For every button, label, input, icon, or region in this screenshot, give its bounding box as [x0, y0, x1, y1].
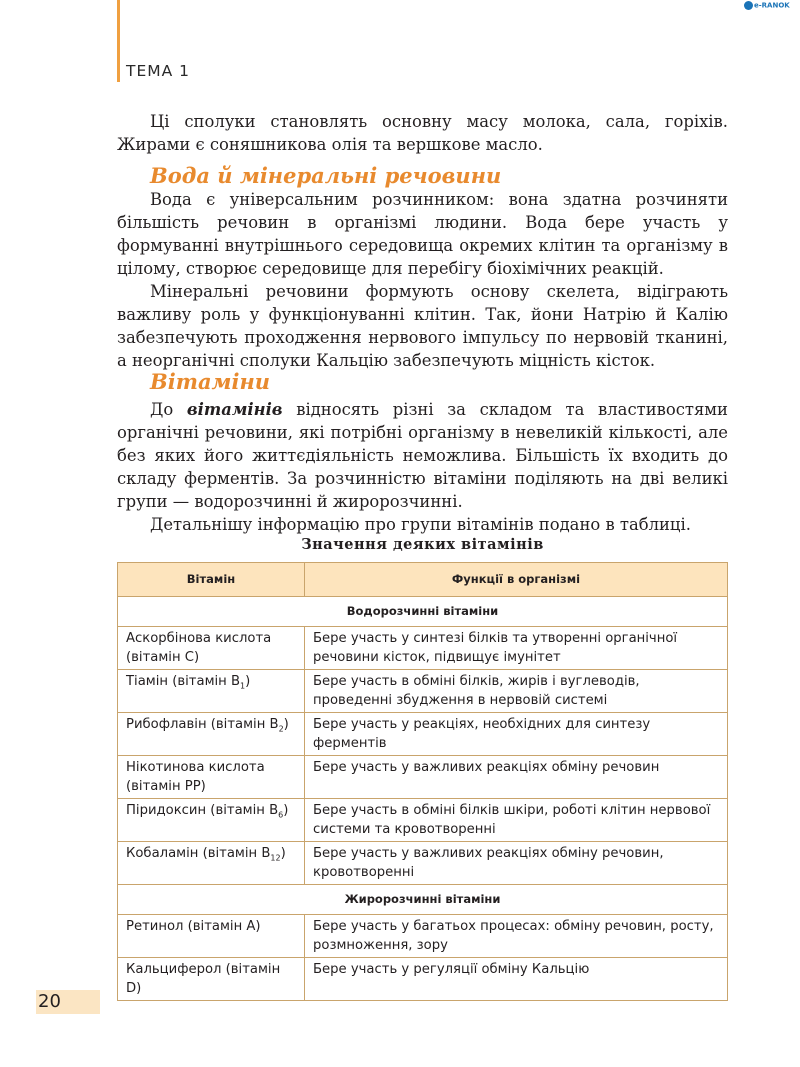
vitamin-name-close: )	[283, 803, 289, 818]
vitamin-name-close: )	[283, 717, 289, 732]
table-row	[118, 627, 728, 670]
vitamin-name: Кальциферол (вітамін D)	[118, 958, 305, 1001]
vitamin-subscript: 6	[278, 810, 284, 820]
accent-bar	[117, 0, 120, 82]
vitamin-function: Бере участь в обміні білків, жирів і вуглеводів, проведенні збудження в нервовій системі	[305, 670, 728, 713]
vitamin-name: Нікотинова кислота (вітамін PP)	[118, 756, 305, 799]
vitamin-name	[118, 670, 305, 713]
vitamins-section	[117, 398, 728, 536]
vitamin-function: Бере участь у реакціях, необхідних для синтезу ферментів	[305, 713, 728, 756]
vitamin-name: Ретинол (вітамін А)	[118, 915, 305, 958]
vitamin-function: Бере участь у важливих реакціях обміну речовин	[305, 756, 728, 799]
logo-icon	[744, 1, 753, 10]
vit-pre: До	[150, 400, 174, 419]
vitamin-function: Бере участь у важливих реакціях обміну речовин, кровотворенні	[305, 842, 728, 885]
table-row	[118, 842, 728, 885]
vitamin-name	[118, 842, 305, 885]
col-header-function: Функції в організмі	[305, 563, 728, 597]
water-section	[117, 188, 728, 372]
logo-text: e-RANOK	[754, 1, 790, 10]
group-label: Жиророзчинні вітаміни	[118, 885, 728, 915]
table-row	[118, 915, 728, 958]
col-header-vitamin: Вітамін	[118, 563, 305, 597]
vitamin-function: Бере участь у регуляції обміну Кальцію	[305, 958, 728, 1001]
topic-label: ТЕМА 1	[126, 62, 191, 80]
vitamin-function: Бере участь в обміні білків шкіри, роботі клітин нервової системи та кровотворенні	[305, 799, 728, 842]
vitamin-name-text: Рибофлавін (вітамін B	[126, 717, 279, 732]
vitamin-subscript: 2	[278, 724, 284, 734]
vitamin-name-text: Тіамін (вітамін B	[126, 674, 241, 689]
vit-post: відносять різні за складом та властивостями органічні речовини, які потрібні організму в невеликій кількості, але без яких його життєдіяльність неможлива. Більшість їх входить до складу ферментів. За розчинністю вітаміни поділяють на дві великі групи — водорозчинні й жиророзчинні.	[117, 400, 728, 511]
table-header-row	[118, 563, 728, 597]
vitamin-function: Бере участь у багатьох процесах: обміну речовин, росту, розмноження, зору	[305, 915, 728, 958]
vitamin-name-close: )	[280, 846, 286, 861]
table-title: Значення деяких вітамінів	[301, 536, 544, 553]
heading-water-minerals: Вода й мінеральні речовини	[150, 163, 502, 188]
term-vitamins: вітамінів	[186, 400, 283, 419]
intro-paragraph: Ці сполуки становлять основну масу молока, сала, горіхів. Жирами є соняшникова олія та вершкове масло.	[117, 112, 728, 154]
vitamin-name	[118, 713, 305, 756]
publisher-logo	[744, 1, 790, 10]
group-row-water-soluble	[118, 597, 728, 627]
vitamin-name-text: Піридоксин (вітамін B	[126, 803, 279, 818]
vitamins-table	[117, 562, 728, 1001]
minerals-paragraph: Мінеральні речовини формують основу скелета, відіграють важливу роль у функціонуванні клітин. Так, йони Натрію й Калію забезпечують проходження нервового імпульсу по нервовій тканині, а неорганічні сполуки Кальцію забезпечують міцність кісток.	[117, 282, 728, 370]
vitamin-name: Аскорбінова кислота (вітамін С)	[118, 627, 305, 670]
group-label: Водорозчинні вітаміни	[118, 597, 728, 627]
page-number: 20	[36, 990, 100, 1014]
vitamin-name-text: Кобаламін (вітамін B	[126, 846, 271, 861]
vitamin-function: Бере участь у синтезі білків та утворенні органічної речовини кісток, підвищує імунітет	[305, 627, 728, 670]
group-row-fat-soluble	[118, 885, 728, 915]
vitamin-subscript: 1	[240, 681, 246, 691]
table-row	[118, 713, 728, 756]
vitamin-subscript: 12	[270, 853, 281, 863]
water-paragraph: Вода є універсальним розчинником: вона здатна розчиняти більшість речовин в організмі людини. Вода бере участь у формуванні внутрішнього середовища окремих клітин та організму в цілому, створює середовище для перебігу біохімічних реакцій.	[117, 190, 728, 278]
table-row	[118, 756, 728, 799]
table-row	[118, 958, 728, 1001]
table-row	[118, 799, 728, 842]
vitamin-name	[118, 799, 305, 842]
vitamins-paragraph	[117, 398, 728, 513]
table-row	[118, 670, 728, 713]
heading-vitamins: Вітаміни	[150, 369, 271, 394]
vitamins-table-ref: Детальнішу інформацію про групи вітамінів подано в таблиці.	[150, 515, 691, 534]
vitamin-name-close: )	[245, 674, 251, 689]
